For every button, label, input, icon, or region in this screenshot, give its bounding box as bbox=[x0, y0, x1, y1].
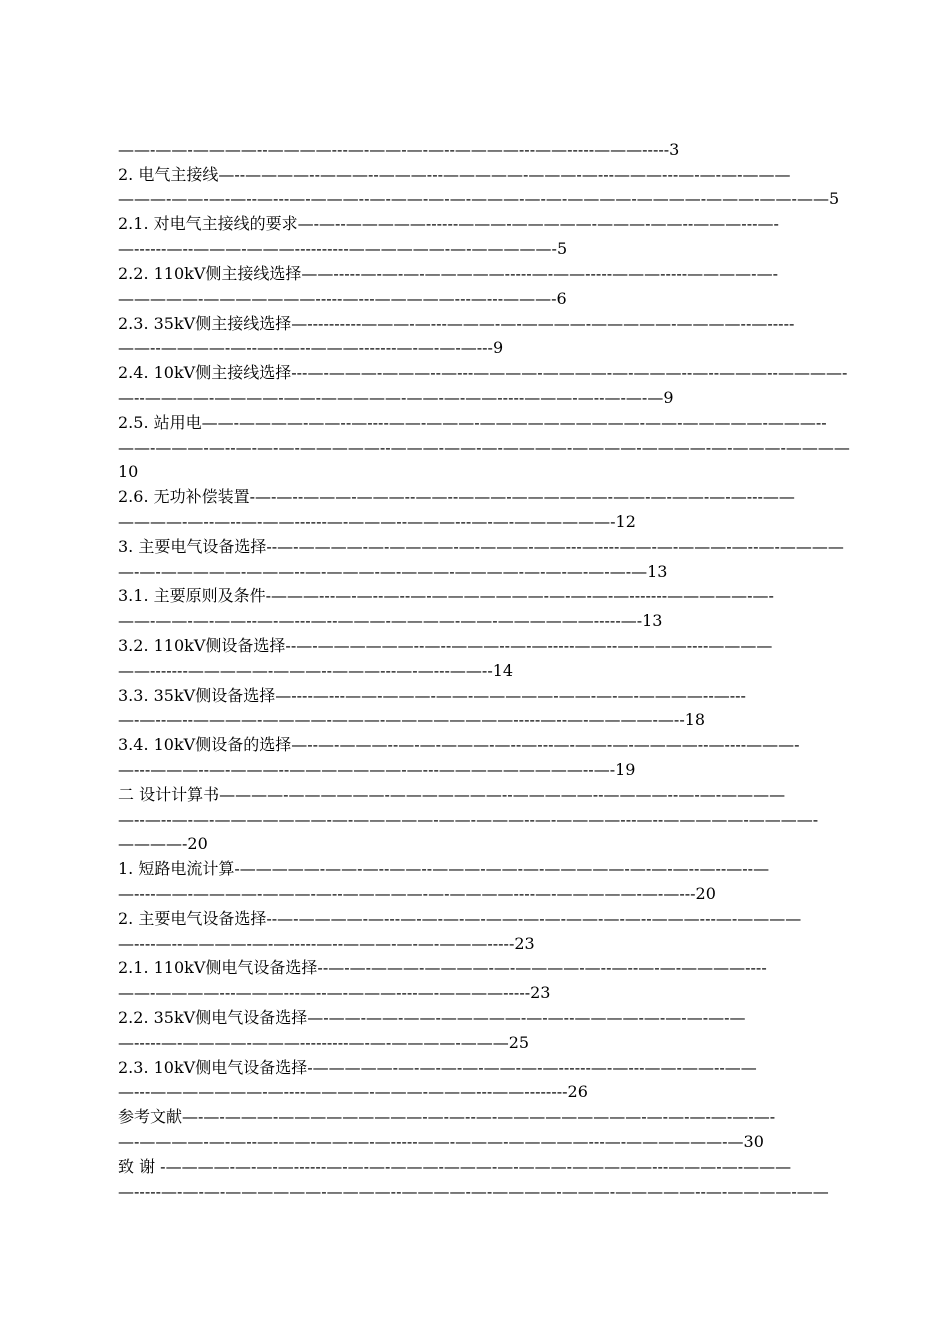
toc-line: 2.5. 站用电——-————-——--—----——-———-——————————-——-—————-———-- bbox=[118, 413, 827, 432]
toc-line: 3. 主要电气设备选择--—-————-—-————-—-———-——---—----——-—-———-—--—-———— bbox=[118, 537, 844, 556]
toc-line: —-----—-————-———---------—-—-————-———25 bbox=[118, 1033, 530, 1052]
toc-line: 2.6. 无功补偿装置-—-—--———-———--——--———-——————-——-—-——-—-—---—— bbox=[118, 487, 795, 506]
toc-line: 3.4. 10kV侧设备的选择—--—-———--—-—-———-—--—---—-——-—-————--—----———- bbox=[118, 735, 800, 754]
toc-line: 2.1. 110kV侧电气设备选择--—-—-———-————-—-————-—--—--—-—-————---- bbox=[118, 958, 767, 977]
toc-line: ————-20 bbox=[118, 834, 208, 853]
toc-line: —-—-—————-———--—-———-—-———-————-—-—-—-—-—-—13 bbox=[118, 562, 668, 581]
toc-line: —---———————-—----————-———-———---——--------26 bbox=[118, 1082, 588, 1101]
toc-line: 2.3. 10kV侧电气设备选择-—————-—-—-—-—-——-—-—------—-—---——-——--—— bbox=[118, 1058, 757, 1077]
toc-line: 参考文献—-—-———-—————————-—-—--—-—————————-—-—-—-—-—-—- bbox=[118, 1107, 776, 1126]
toc-line: —----——-————-———-—--—————-—-————----—-—————-—-—---20 bbox=[118, 884, 716, 903]
toc-line: 3.1. 主要原则及条件-———---—-—--—--—-———————-—-—-—-—-------—————-—- bbox=[118, 586, 774, 605]
toc-line: —-----—-—-—-——————-————--————-—-————-———-—————--—-————-—— bbox=[118, 1182, 829, 1201]
toc-line: —----—--————-—-—-----—--———-—-—-———-----23 bbox=[118, 934, 535, 953]
toc-line: ——-———-—--—-—-—-—————--———-——-—-————-————-————-—-———-———— bbox=[118, 438, 850, 457]
toc-line: 二 设计计算书————-——————-———————--—————--————--—-—-———— bbox=[118, 785, 786, 804]
toc-line: 2.1. 对电气主接线的要求—-—--—————------———-—————-———-——--———---—- bbox=[118, 214, 779, 233]
toc-line: ——-——-—-——--—-—---—--———-————-——-——————-----—-13 bbox=[118, 611, 663, 630]
toc-line: 2.4. 10kV侧主接线选择---—-———-———--—---————-————-—-———--—--———--————- bbox=[118, 363, 848, 382]
toc-line: ———-——-—-—--—---—-———--—-——-—-—-———-—-—-————-————-———-——-——5 bbox=[118, 189, 840, 208]
toc-line: ————-—--—--—-——------—-———--———---—-—-——————-12 bbox=[118, 512, 636, 531]
toc-line: 1. 短路电流计算-—————-——-—--——--———-——-—-—————-—-—-—--—--—--— bbox=[118, 859, 770, 878]
toc-line: ——-------—————-———--———---—-—---——--14 bbox=[118, 661, 514, 680]
toc-line: 致 谢 -————-—-—-—------—-—-—-———-———-—-———-—————---———-—-——— bbox=[118, 1157, 792, 1176]
toc-line: 2. 主要电气设备选择--—-————-—---—-—-—-—-——-—-—-——-—-—--———---—-———— bbox=[118, 909, 802, 928]
toc-line: —------—--———-———----------——————-—-—————-5 bbox=[118, 239, 568, 258]
toc-line: 2.2. 110kV侧主接线选择——-----—-—-—-—————-----—-——-----———-----————-—- bbox=[118, 264, 778, 283]
toc-line: 2. 电气主接线—--————--———--———---—————-———-—---———---—-—-—-——— bbox=[118, 165, 791, 184]
toc-line: ——--————-—--—--—--———-------—-—-—-—---9 bbox=[118, 338, 504, 357]
toc-line: ——-————---———---—--—-———----—-————-----23 bbox=[118, 983, 551, 1002]
toc-line: —--————-————-——-—————-——-—-——-----———-—--—-—-—9 bbox=[118, 388, 674, 407]
toc-line: —--—--—-—-———————-—-—————-——-———--—-————---—--—————-————- bbox=[118, 810, 819, 829]
toc-line: —-————-—-—--—-——-——-—-—-----——-———-—————---—-——————-—30 bbox=[118, 1132, 764, 1151]
toc-line: 2.2. 35kV侧电气设备选择—-——-——-——-—————-—-—--————-—-—-—-—-— bbox=[118, 1008, 746, 1027]
toc-line: —————-———————-----—---—————---—---———-6 bbox=[118, 289, 567, 308]
toc-line: 2.3. 35kV侧主接线选择—----------———-—---———-—-————-—————-————--—----- bbox=[118, 314, 795, 333]
toc-line: 10 bbox=[118, 462, 139, 481]
toc-line: 3.3. 35kV侧设备选择—----—---——-———-——-—————-——-—-—-————--—--- bbox=[118, 686, 746, 705]
toc-line: ——-——-————--————---—-——-—-—--————---——-----———-----3 bbox=[118, 140, 680, 159]
toc-line: —-—--—--————-————-———-————————-----—--—-————-—--18 bbox=[118, 710, 706, 729]
toc-line: —---———--—-———--———————-—---—————————--—-19 bbox=[118, 760, 636, 779]
toc-line: 3.2. 110kV侧设备选择--—-——————--—--———--—-—-----——--—-———----———— bbox=[118, 636, 773, 655]
